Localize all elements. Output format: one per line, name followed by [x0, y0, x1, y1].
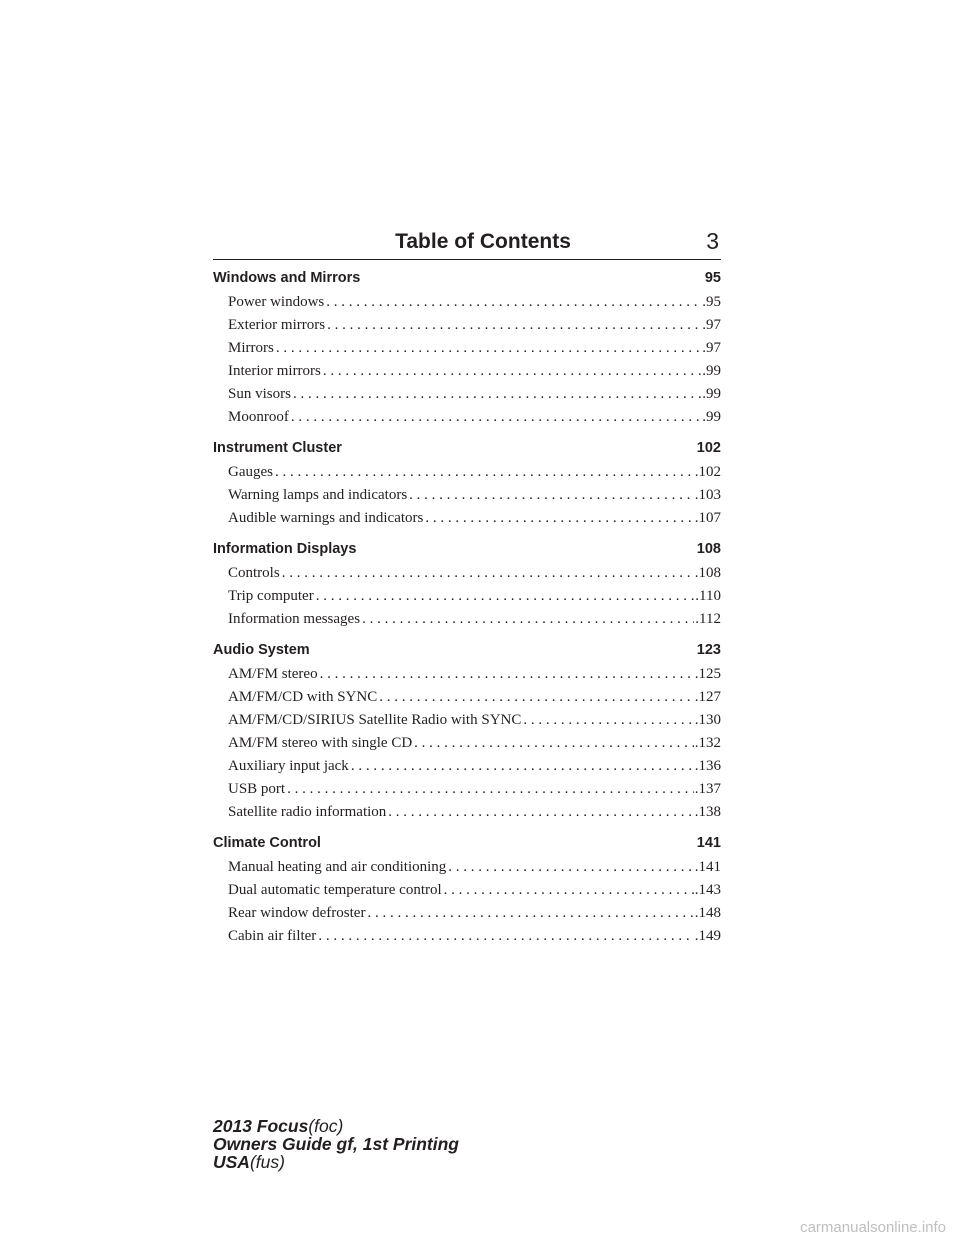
section-title: Information Displays [213, 541, 357, 557]
entry-page: .99 [702, 409, 721, 425]
toc-entry[interactable] [228, 461, 721, 484]
toc-section-heading[interactable] [213, 265, 721, 291]
section-page: 102 [696, 440, 721, 456]
toc-entry[interactable] [228, 663, 721, 686]
dot-leader [276, 337, 701, 360]
entry-title: Sun visors [228, 386, 291, 402]
dot-leader [287, 778, 694, 801]
watermark: carmanualsonline.info [800, 1219, 946, 1236]
dot-leader [362, 608, 694, 631]
entry-title: Gauges [228, 464, 273, 480]
toc-section-heading[interactable] [213, 830, 721, 856]
entry-title: Warning lamps and indicators [228, 487, 408, 503]
toc-entry[interactable] [228, 507, 721, 530]
dot-leader [291, 406, 701, 429]
section-page: 123 [696, 642, 721, 658]
entry-page: .132 [694, 735, 721, 751]
dot-leader [293, 383, 701, 406]
entry-page: .97 [702, 317, 721, 333]
dot-leader [448, 856, 693, 879]
entry-title: AM/FM/CD with SYNC [228, 689, 378, 705]
toc-entry[interactable] [228, 778, 721, 801]
toc-section [213, 637, 721, 824]
dot-leader [444, 879, 694, 902]
footer [213, 1117, 459, 1171]
toc-entry[interactable] [228, 484, 721, 507]
entry-page: .137 [694, 781, 721, 797]
entry-title: AM/FM stereo [228, 666, 318, 682]
entry-title: Auxiliary input jack [228, 758, 349, 774]
entry-title: Audible warnings and indicators [228, 510, 424, 526]
entry-title: Cabin air filter [228, 928, 317, 944]
toc-entry[interactable] [228, 709, 721, 732]
toc-entry[interactable] [228, 383, 721, 406]
entry-title: Power windows [228, 294, 325, 310]
dot-leader [316, 585, 695, 608]
footer-market: USA [213, 1152, 250, 1172]
entry-page: .108 [694, 565, 721, 581]
entry-page: .148 [694, 905, 721, 921]
entry-page: .110 [695, 588, 721, 604]
footer-model-code: (foc) [308, 1116, 344, 1136]
page-header [213, 228, 721, 260]
toc-entry[interactable] [228, 314, 721, 337]
dot-leader [323, 360, 701, 383]
toc-section [213, 830, 721, 948]
toc-entry[interactable] [228, 360, 721, 383]
section-title: Climate Control [213, 835, 321, 851]
entry-title: AM/FM stereo with single CD [228, 735, 413, 751]
toc-entry[interactable] [228, 337, 721, 360]
entry-title: AM/FM/CD/SIRIUS Satellite Radio with SYNC [228, 712, 522, 728]
toc-entry[interactable] [228, 879, 721, 902]
dot-leader [326, 291, 701, 314]
dot-leader [351, 755, 694, 778]
entry-title: Rear window defroster [228, 905, 366, 921]
entry-page: .130 [694, 712, 721, 728]
entry-page: .99 [702, 386, 721, 402]
entry-title: Information messages [228, 611, 361, 627]
section-title: Instrument Cluster [213, 440, 342, 456]
dot-leader [414, 732, 694, 755]
entry-title: Controls [228, 565, 280, 581]
toc-section-heading[interactable] [213, 435, 721, 461]
entry-title: Interior mirrors [228, 363, 321, 379]
dot-leader [379, 686, 694, 709]
dot-leader [327, 314, 701, 337]
section-title: Audio System [213, 642, 310, 658]
entry-page: .95 [702, 294, 721, 310]
entry-title: Dual automatic temperature control [228, 882, 442, 898]
entry-title: Moonroof [228, 409, 289, 425]
entry-page: .149 [694, 928, 721, 944]
section-page: 95 [704, 270, 721, 286]
footer-model: 2013 Focus [213, 1116, 309, 1136]
footer-guide: Owners Guide gf, 1st Printing [213, 1134, 459, 1154]
entry-page: .102 [694, 464, 721, 480]
footer-market-code: (fus) [249, 1152, 285, 1172]
toc-section [213, 265, 721, 429]
dot-leader [275, 461, 694, 484]
toc-entry[interactable] [228, 686, 721, 709]
toc-entry[interactable] [228, 585, 721, 608]
dot-leader [523, 709, 693, 732]
entry-page: .97 [702, 340, 721, 356]
toc-entry[interactable] [228, 755, 721, 778]
entry-page: .125 [694, 666, 721, 682]
entry-page: .107 [694, 510, 721, 526]
toc-entry[interactable] [228, 801, 721, 824]
entry-title: Mirrors [228, 340, 274, 356]
toc-section-heading[interactable] [213, 637, 721, 663]
toc-entry[interactable] [228, 925, 721, 948]
entry-title: USB port [228, 781, 286, 797]
dot-leader [318, 925, 693, 948]
dot-leader [409, 484, 694, 507]
page-number: 3 [706, 228, 719, 254]
section-page: 108 [696, 541, 721, 557]
toc-section-heading[interactable] [213, 536, 721, 562]
toc-entry[interactable] [228, 608, 721, 631]
entry-page: .103 [694, 487, 721, 503]
section-page: 141 [696, 835, 721, 851]
dot-leader [282, 562, 694, 585]
dot-leader [367, 902, 693, 925]
entry-page: .136 [694, 758, 721, 774]
entry-title: Trip computer [228, 588, 314, 604]
entry-page: .138 [694, 804, 721, 820]
toc-entry[interactable] [228, 406, 721, 429]
entry-page: .143 [694, 882, 721, 898]
toc-entry[interactable] [228, 562, 721, 585]
table-of-contents [213, 265, 721, 954]
entry-title: Satellite radio information [228, 804, 387, 820]
entry-page: .127 [694, 689, 721, 705]
page-title: Table of Contents [395, 230, 571, 253]
dot-leader [320, 663, 694, 686]
toc-entry[interactable] [228, 856, 721, 879]
dot-leader [425, 507, 693, 530]
toc-entry[interactable] [228, 291, 721, 314]
entry-page: .112 [695, 611, 721, 627]
entry-page: .141 [694, 859, 721, 875]
toc-entry[interactable] [228, 732, 721, 755]
dot-leader [388, 801, 693, 824]
entry-page: .99 [702, 363, 721, 379]
entry-title: Manual heating and air conditioning [228, 859, 447, 875]
toc-section [213, 435, 721, 530]
toc-section [213, 536, 721, 631]
section-title: Windows and Mirrors [213, 270, 361, 286]
entry-title: Exterior mirrors [228, 317, 326, 333]
toc-entry[interactable] [228, 902, 721, 925]
